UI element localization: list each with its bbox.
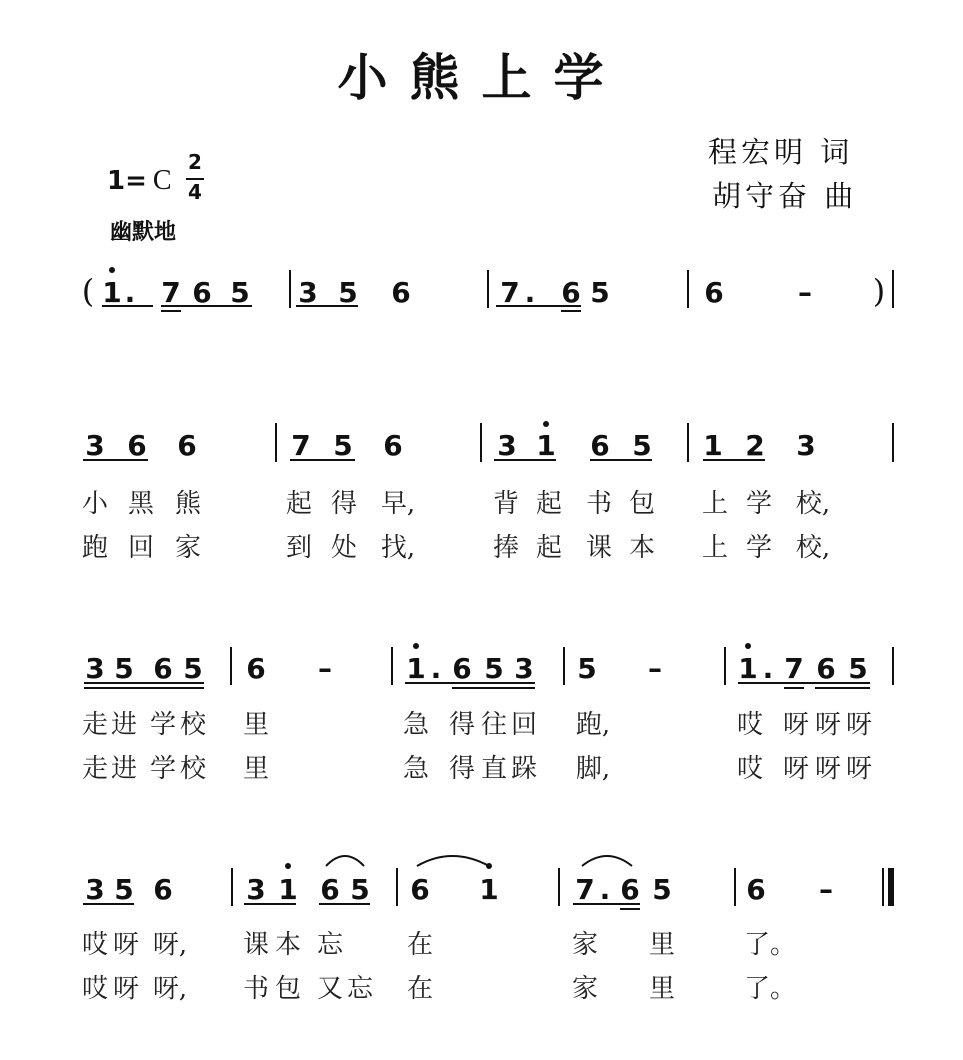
note: 6 [590, 429, 610, 462]
tie-arc [417, 856, 489, 866]
lyric-char: 呀, [152, 930, 188, 960]
key-equals: = [125, 166, 147, 196]
note: 3 [497, 429, 517, 462]
note: 2 [745, 429, 765, 462]
lyric-char: 呀 [112, 930, 140, 960]
note: 7 [291, 429, 311, 462]
lyric-char: 了。 [743, 974, 797, 1004]
octave-dot [486, 863, 492, 869]
dash: – [819, 873, 833, 906]
note: 6 [383, 429, 403, 462]
lyric-char: 哎 [736, 754, 764, 784]
lyric-char: 走 [81, 710, 109, 740]
note: 7 [575, 873, 595, 906]
lyric-char: 急 [402, 754, 430, 784]
dot: . [430, 652, 442, 685]
note: 6 [704, 276, 724, 309]
dot: . [524, 276, 536, 309]
note: 5 [350, 873, 370, 906]
lyric-char: 包 [274, 974, 302, 1004]
lyric-char: 家 [571, 930, 599, 960]
dash: – [798, 276, 812, 309]
note: 5 [577, 652, 597, 685]
lyric-char: 本 [628, 533, 656, 563]
note: 6 [816, 652, 836, 685]
lyric-char: 回 [510, 710, 538, 740]
note: 1 [278, 873, 298, 906]
lyric-char: 起 [535, 533, 563, 563]
lyric-char: 在 [406, 974, 434, 1004]
time-signature-unit: 4 [188, 180, 202, 204]
lyric-char: 忘 [316, 930, 344, 960]
lyric-char: 起 [285, 489, 313, 519]
note: 6 [320, 873, 340, 906]
lyric-char: 家 [174, 533, 202, 563]
lyrics-line2-verse2 [82, 754, 872, 784]
dash: – [318, 652, 332, 685]
lyric-char: 课 [585, 533, 613, 563]
tie-arc [582, 856, 632, 866]
lyric-char: 里 [242, 710, 270, 740]
lyric-char: 校, [795, 533, 831, 563]
lyric-char: 书 [585, 489, 613, 519]
lyric-char: 呀 [845, 754, 873, 784]
lyric-char: 呀 [112, 974, 140, 1004]
dash: – [648, 652, 662, 685]
note: 6 [153, 873, 173, 906]
lyric-char: 得 [448, 710, 476, 740]
lyric-char: 里 [648, 974, 676, 1004]
note: 5 [652, 873, 672, 906]
lyric-char: 上 [701, 533, 729, 563]
note: 1 [102, 276, 122, 309]
octave-dot [543, 421, 549, 427]
final-barline [888, 868, 894, 906]
lyric-char: 回 [127, 533, 155, 563]
lyric-char: 又 [316, 974, 344, 1004]
lyric-char: 早, [380, 489, 416, 519]
note: 6 [153, 652, 173, 685]
lyric-char: 跑, [575, 710, 611, 740]
octave-dot [745, 643, 751, 649]
note: 6 [391, 276, 411, 309]
lyric-char: 走 [81, 754, 109, 784]
note: 6 [127, 429, 147, 462]
lyric-char: 校, [795, 489, 831, 519]
time-signature-beats: 2 [188, 150, 202, 174]
lyrics-line2-verse1 [82, 710, 872, 740]
lyric-char: 课 [242, 930, 270, 960]
open-paren: ( [81, 272, 95, 310]
note: 5 [183, 652, 203, 685]
lyric-char: 本 [274, 930, 302, 960]
lyric-char: 直 [480, 754, 508, 784]
lyric-char: 学 [745, 533, 773, 563]
note: 6 [746, 873, 766, 906]
lyric-char: 起 [535, 489, 563, 519]
lyric-char: 捧 [492, 533, 520, 563]
lyric-char: 往 [480, 710, 508, 740]
note: 3 [85, 652, 105, 685]
octave-dot [109, 267, 115, 273]
lyric-char: 进 [110, 710, 138, 740]
lyric-char: 哎 [81, 974, 109, 1004]
lyrics-line1-verse2 [82, 533, 830, 563]
lyric-char: 在 [406, 930, 434, 960]
lyric-char: 里 [242, 754, 270, 784]
key-tonic: C [152, 165, 172, 196]
lyric-char: 呀 [814, 754, 842, 784]
note: 3 [85, 873, 105, 906]
key-prefix: 1 [107, 166, 126, 196]
lyric-char: 学 [149, 754, 177, 784]
tie-arc [326, 856, 364, 866]
tempo-marking: 幽默地 [110, 220, 177, 245]
note: 7 [500, 276, 520, 309]
dot: . [599, 873, 611, 906]
note: 7 [784, 652, 804, 685]
lyric-char: 急 [402, 710, 430, 740]
note: 5 [484, 652, 504, 685]
dot: . [762, 652, 774, 685]
note: 5 [848, 652, 868, 685]
lyric-char: 忘 [346, 974, 374, 1004]
lyric-char: 得 [330, 489, 358, 519]
lyric-char: 呀 [814, 710, 842, 740]
lyric-char: 呀, [152, 974, 188, 1004]
lyric-char: 跑 [81, 533, 109, 563]
lyric-char: 背 [492, 489, 520, 519]
lyric-char: 小 [81, 489, 109, 519]
note: 5 [230, 276, 250, 309]
note: 3 [298, 276, 318, 309]
lyric-char: 熊 [174, 489, 202, 519]
lyric-char: 得 [448, 754, 476, 784]
lyric-char: 呀 [782, 710, 810, 740]
lyric-char: 黑 [127, 489, 155, 519]
score-lines [83, 270, 893, 909]
lyric-char: 包 [628, 489, 656, 519]
lyric-char: 了。 [743, 930, 797, 960]
lyric-char: 里 [648, 930, 676, 960]
note: 1 [536, 429, 556, 462]
lyric-char: 到 [285, 533, 313, 563]
lyric-char: 处 [330, 533, 358, 563]
lyric-char: 校 [179, 710, 207, 740]
lyric-char: 学 [745, 489, 773, 519]
note: 6 [410, 873, 430, 906]
note: 1 [479, 873, 499, 906]
close-paren: ) [872, 272, 886, 310]
lyrics-line3-verse2 [82, 974, 796, 1004]
lyrics-line3-verse1 [82, 930, 796, 960]
note: 1 [738, 652, 758, 685]
lyric-char: 校 [179, 754, 207, 784]
lyric-char: 书 [242, 974, 270, 1004]
lyricist-credit: 程宏明 词 [708, 135, 854, 169]
note: 1 [703, 429, 723, 462]
note: 5 [590, 276, 610, 309]
note: 1 [406, 652, 426, 685]
octave-dot [285, 863, 291, 869]
note: 7 [161, 276, 181, 309]
octave-dot [413, 643, 419, 649]
lyric-char: 跺 [510, 754, 538, 784]
note: 3 [85, 429, 105, 462]
lyric-char: 家 [571, 974, 599, 1004]
lyric-char: 进 [110, 754, 138, 784]
note: 6 [561, 276, 581, 309]
lyric-char: 呀 [845, 710, 873, 740]
lyric-char: 找, [380, 533, 416, 563]
lyric-char: 哎 [736, 710, 764, 740]
note: 3 [514, 652, 534, 685]
note: 6 [246, 652, 266, 685]
lyric-char: 哎 [81, 930, 109, 960]
lyric-char: 上 [701, 489, 729, 519]
note: 5 [333, 429, 353, 462]
dot: . [124, 276, 136, 309]
note: 5 [114, 873, 134, 906]
note: 6 [452, 652, 472, 685]
lyric-char: 脚, [575, 754, 611, 784]
note: 6 [192, 276, 212, 309]
lyrics-line1-verse1 [82, 489, 830, 519]
note: 5 [338, 276, 358, 309]
note: 5 [632, 429, 652, 462]
note: 5 [114, 652, 134, 685]
lyric-char: 学 [149, 710, 177, 740]
composer-credit: 胡守奋 曲 [712, 179, 858, 213]
song-title: 小熊上学 [337, 49, 626, 107]
note: 6 [177, 429, 197, 462]
note: 3 [246, 873, 266, 906]
note: 6 [620, 873, 640, 906]
note: 3 [796, 429, 816, 462]
lyric-char: 呀 [782, 754, 810, 784]
